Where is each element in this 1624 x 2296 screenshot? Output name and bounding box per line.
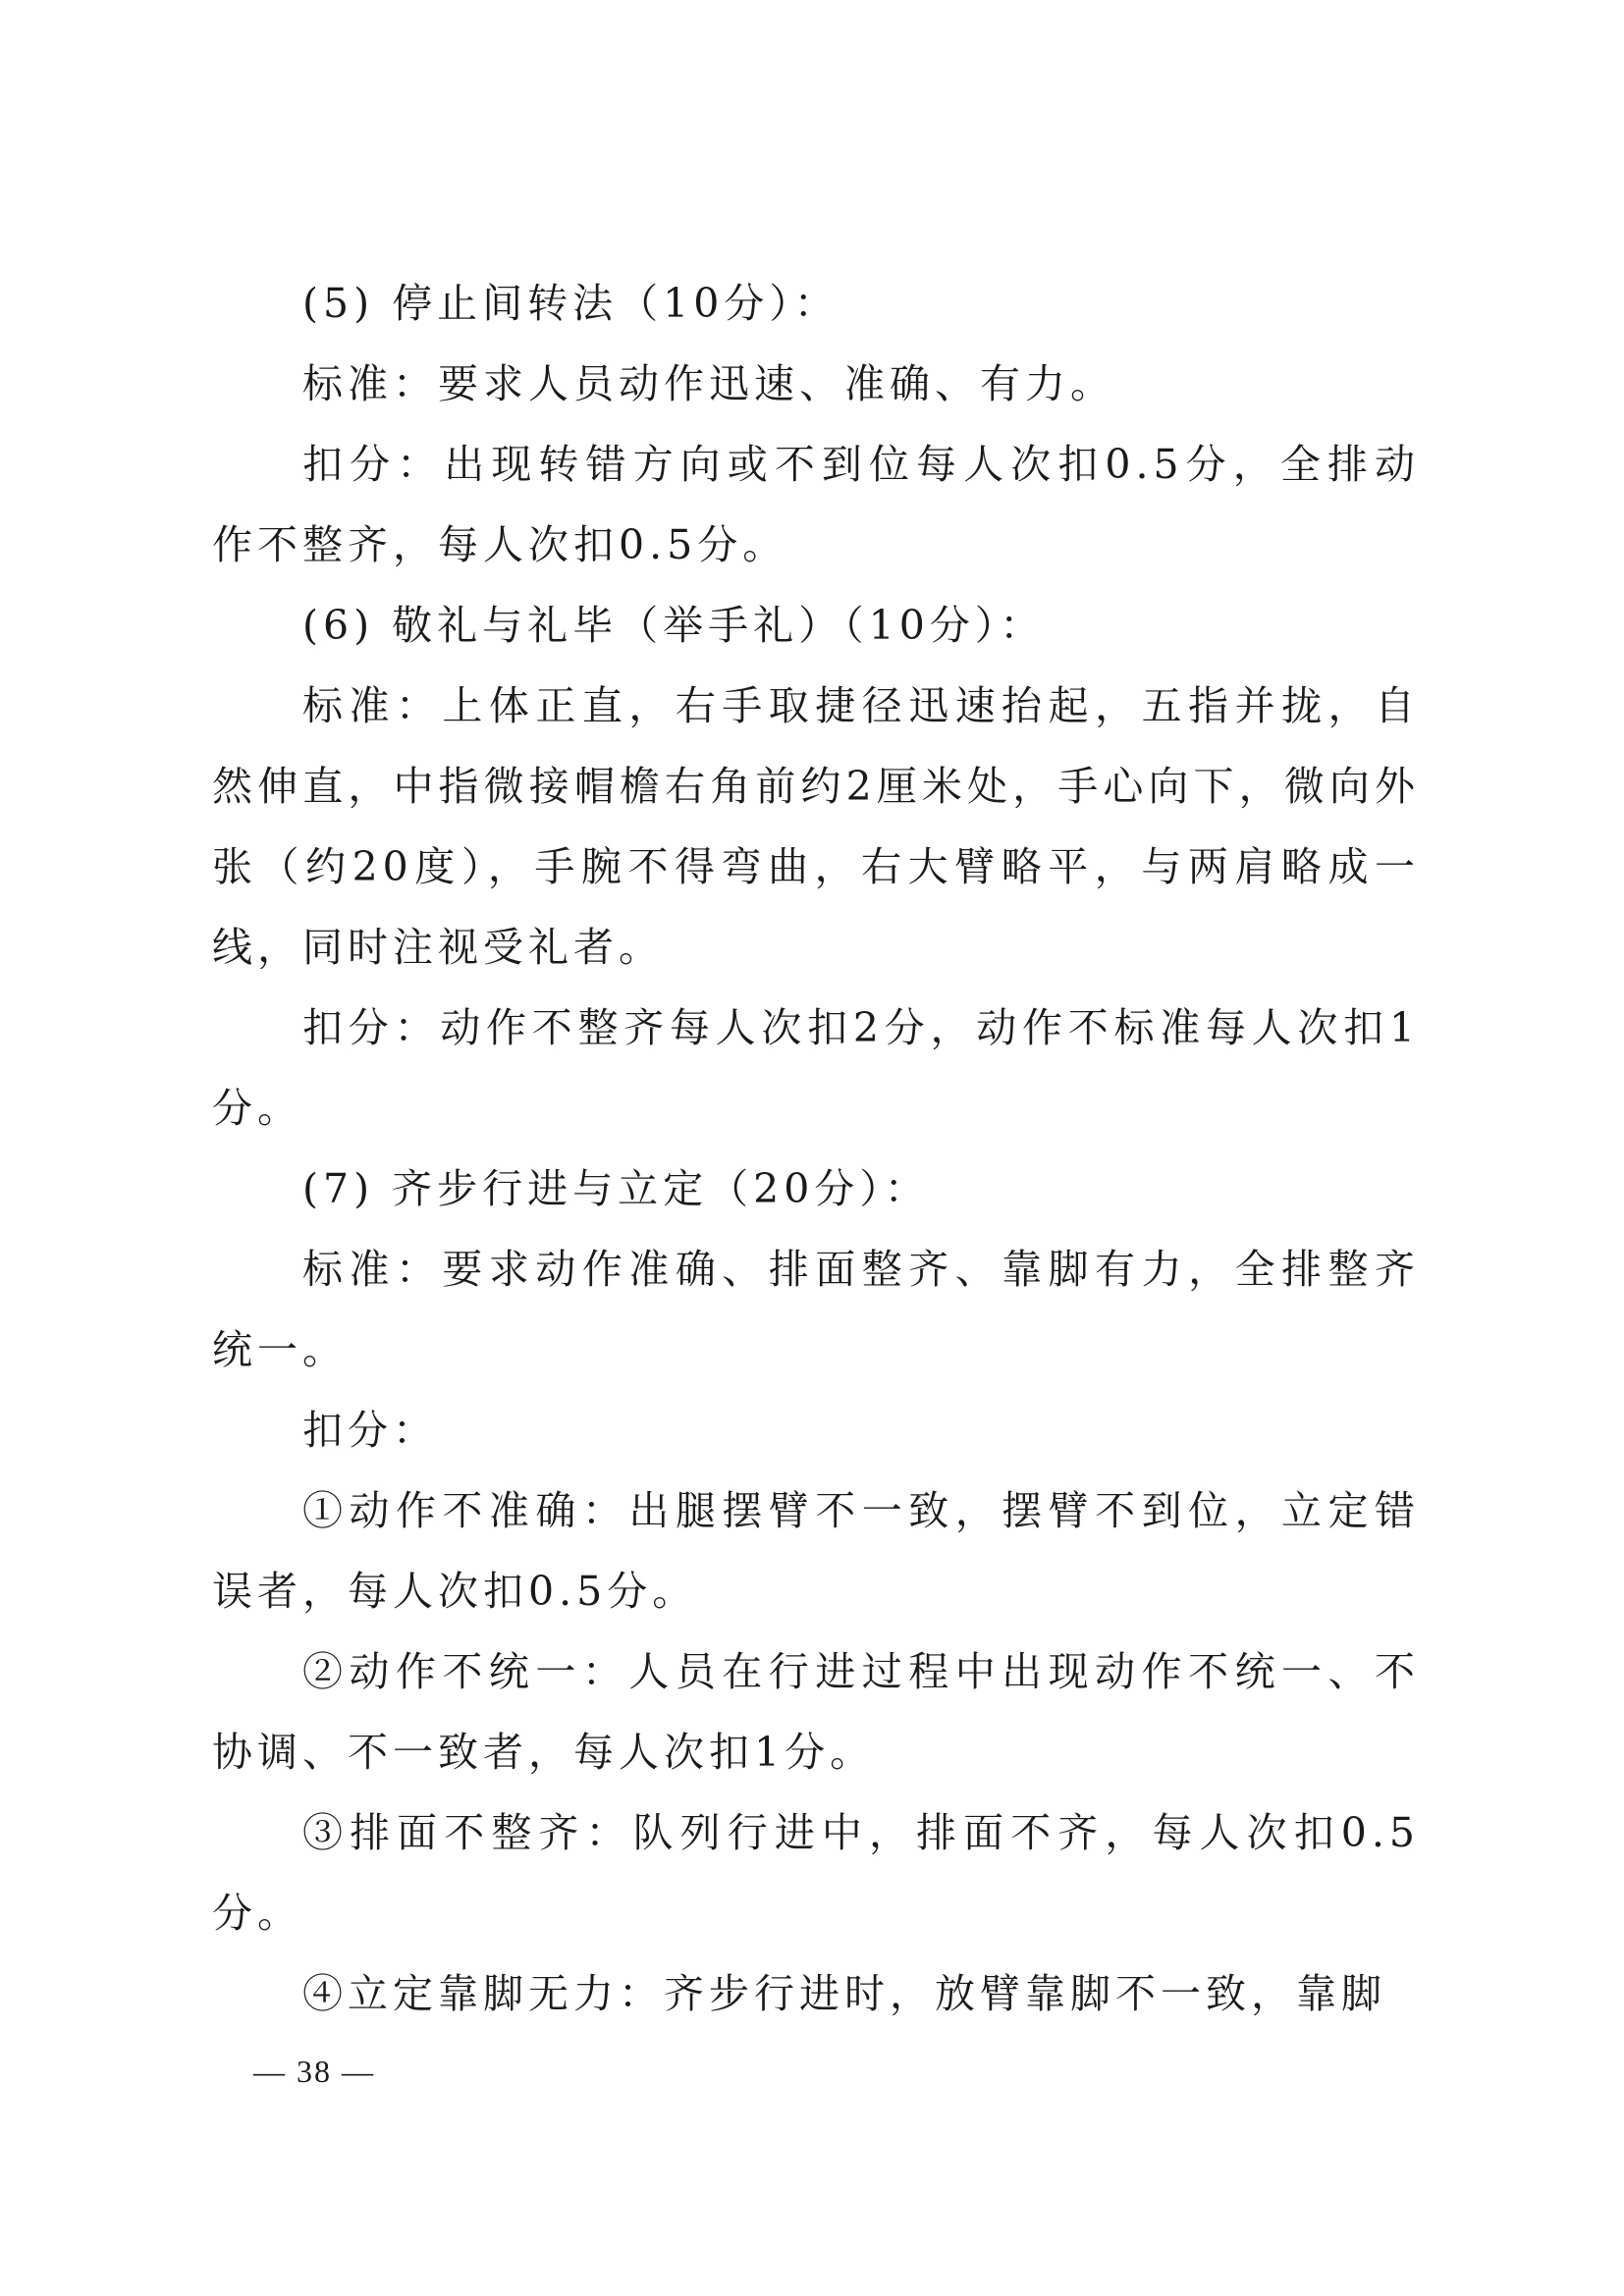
paragraph-section-5-heading: (5) 停止间转法（10分）： [302,280,839,327]
paragraph-deduction-item-1: ①动作不准确：出腿摆臂不一致，摆臂不到位，立定错误者，每人次扣0.5分。 [212,1487,1420,1615]
paragraph-section-6-heading: (6) 敬礼与礼毕（举手礼）（10分）： [302,602,1046,649]
page-number: — 38 — [253,2054,375,2089]
paragraph-section-7-heading: (7) 齐步行进与立定（20分）： [302,1165,930,1212]
paragraph-deduction-item-2: ②动作不统一：人员在行进过程中出现动作不统一、不协调、不一致者，每人次扣1分。 [212,1648,1420,1776]
paragraph-section-5-deduction: 扣分：出现转错方向或不到位每人次扣0.5分，全排动作不整齐，每人次扣0.5分。 [212,441,1420,568]
paragraph-deduction-item-4: ④立定靠脚无力：齐步行进时，放臂靠脚不一致，靠脚 [302,1970,1386,2017]
paragraph-section-7-deduction-label: 扣分： [302,1407,438,1454]
paragraph-section-6-deduction: 扣分：动作不整齐每人次扣2分，动作不标准每人次扣1分。 [212,1004,1420,1132]
paragraph-section-7-standard: 标准：要求动作准确、排面整齐、靠脚有力，全排整齐统一。 [212,1246,1420,1373]
paragraph-section-5-standard: 标准：要求人员动作迅速、准确、有力。 [302,360,1115,407]
paragraph-section-6-standard: 标准：上体正直，右手取捷径迅速抬起，五指并拢，自然伸直，中指微接帽檐右角前约2厘米处，手心向下，微向外张（约20度），手腕不得弯曲，右大臂略平，与两肩略成一线，同时注视受礼者。 [212,682,1420,971]
document-body [212,263,1420,2034]
paragraph-deduction-item-3: ③排面不整齐：队列行进中，排面不齐，每人次扣0.5分。 [212,1809,1420,1937]
